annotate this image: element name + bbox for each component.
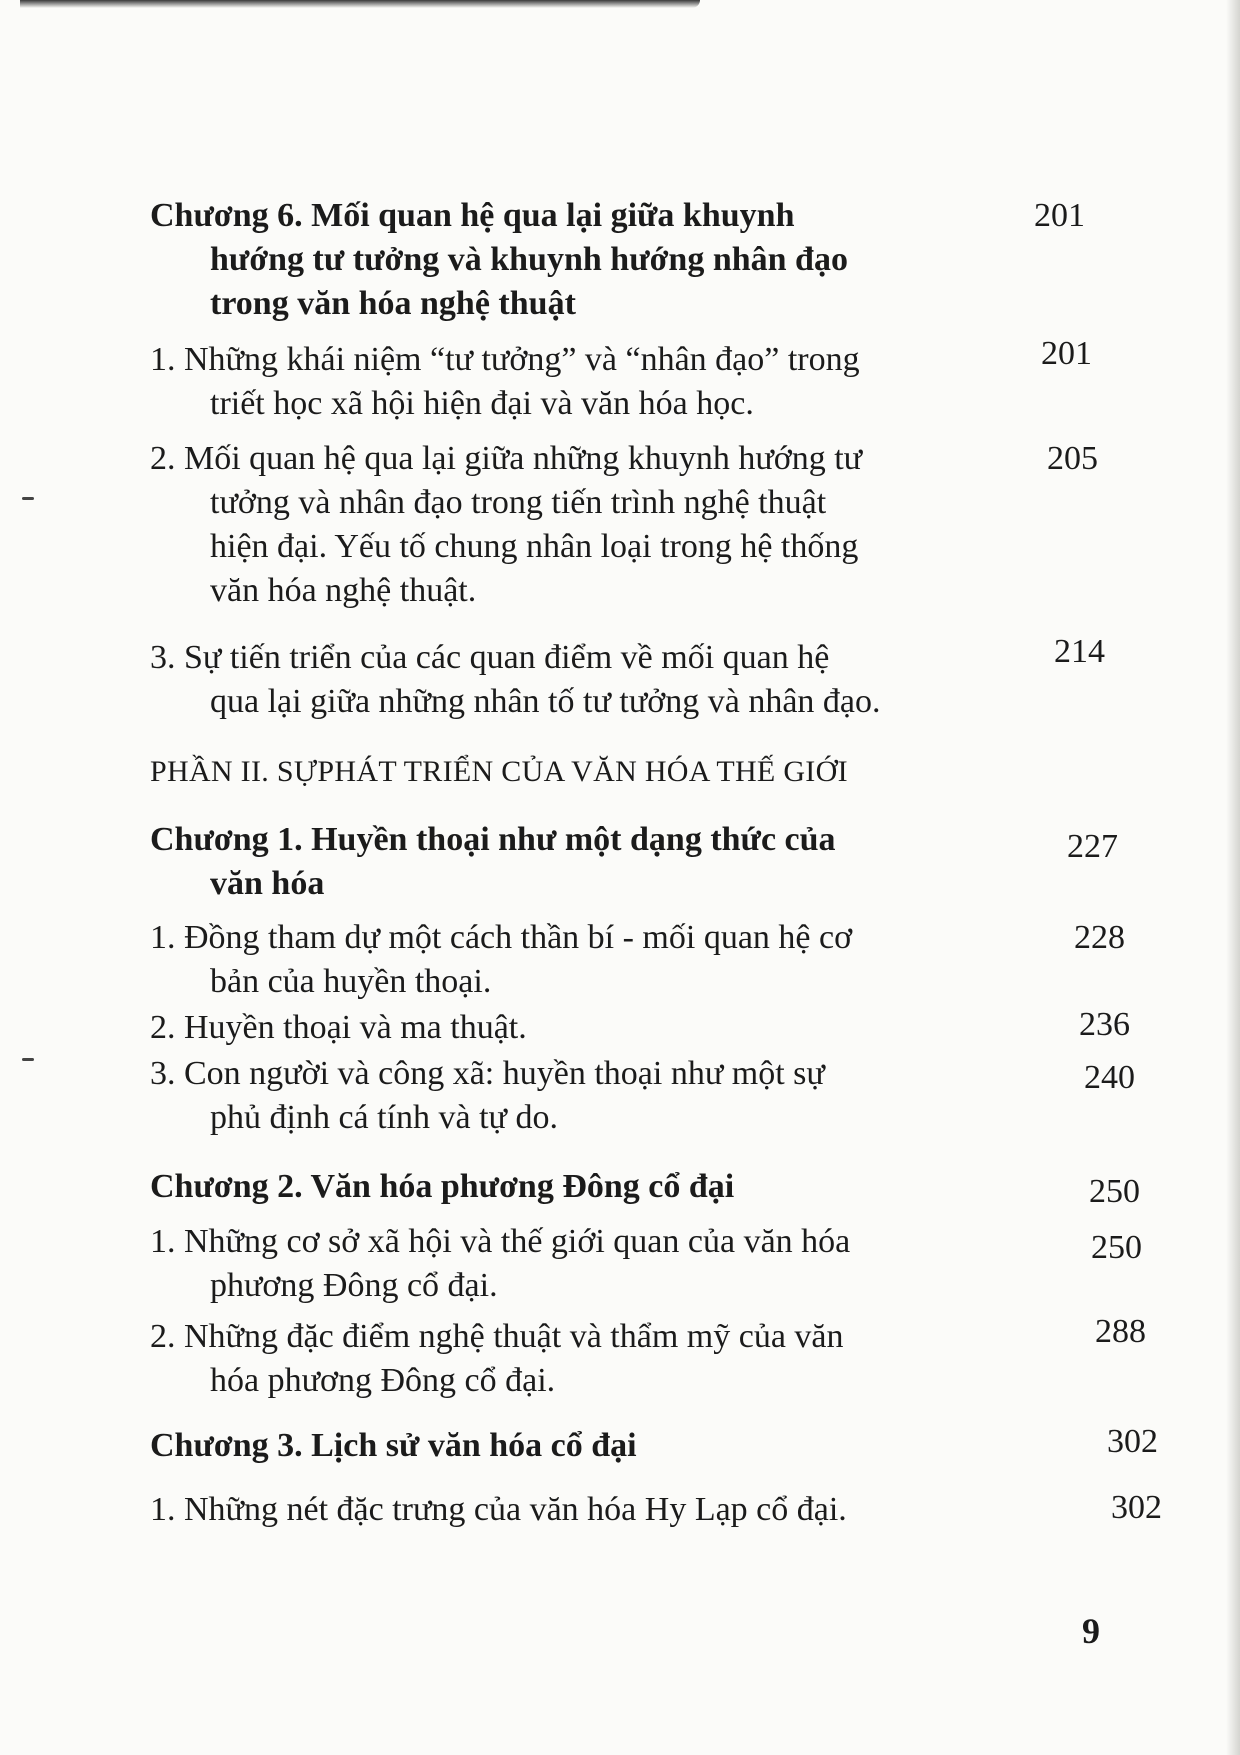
toc-page-number: 227 bbox=[1067, 828, 1118, 865]
toc-entry-section[interactable] bbox=[150, 1220, 850, 1308]
toc-entry-section[interactable] bbox=[150, 916, 852, 1004]
toc-page-number: 201 bbox=[1034, 197, 1085, 234]
toc-entry-line: phủ định cá tính và tự do. bbox=[210, 1099, 558, 1136]
toc-entry-line: Chương 1. Huyền thoại như một dạng thức của bbox=[150, 821, 836, 858]
page-right-shadow bbox=[1226, 0, 1240, 1755]
toc-entry-section[interactable] bbox=[150, 1052, 825, 1140]
toc-entry-line: 2. Huyền thoại và ma thuật. bbox=[150, 1009, 527, 1046]
toc-page-number: 228 bbox=[1074, 919, 1125, 956]
toc-entry-section[interactable] bbox=[150, 437, 862, 613]
toc-page-number: 250 bbox=[1091, 1229, 1142, 1266]
toc-page-number: 302 bbox=[1111, 1489, 1162, 1526]
toc-entry-section[interactable] bbox=[150, 1006, 527, 1050]
toc-entry-line: triết học xã hội hiện đại và văn hóa học. bbox=[210, 385, 754, 422]
toc-page-number: 205 bbox=[1047, 440, 1098, 477]
stray-mark bbox=[22, 1058, 34, 1061]
toc-entry-line: Chương 2. Văn hóa phương Đông cổ đại bbox=[150, 1168, 735, 1205]
toc-entry-section[interactable] bbox=[150, 636, 881, 724]
toc-entry-line: văn hóa nghệ thuật. bbox=[210, 572, 477, 609]
toc-entry-line: 1. Những nét đặc trưng của văn hóa Hy Lạp cổ đại. bbox=[150, 1491, 847, 1528]
toc-page-number: 201 bbox=[1041, 335, 1092, 372]
toc-entry-line: qua lại giữa những nhân tố tư tưởng và nhân đạo. bbox=[210, 683, 881, 720]
toc-page-number: 240 bbox=[1084, 1059, 1135, 1096]
toc-entry-line: trong văn hóa nghệ thuật bbox=[210, 285, 576, 322]
part-heading[interactable]: PHẦN II. SỰPHÁT TRIỂN CỦA VĂN HÓA THẾ GIỚI bbox=[150, 755, 848, 788]
toc-page-number: 250 bbox=[1089, 1173, 1140, 1210]
toc-entry-line: 3. Sự tiến triển của các quan điểm về mối quan hệ bbox=[150, 639, 830, 676]
page-top-shadow bbox=[20, 0, 700, 8]
page-folio-number: 9 bbox=[1082, 1611, 1100, 1651]
toc-entry-section[interactable] bbox=[150, 338, 860, 426]
stray-mark bbox=[22, 497, 34, 500]
toc-page-number: 214 bbox=[1054, 633, 1105, 670]
toc-entry-chapter-2[interactable] bbox=[150, 1165, 734, 1209]
toc-entry-line: Chương 6. Mối quan hệ qua lại giữa khuynh bbox=[150, 197, 795, 234]
toc-entry-line: phương Đông cổ đại. bbox=[210, 1267, 498, 1304]
toc-entry-line: hóa phương Đông cổ đại. bbox=[210, 1362, 556, 1399]
toc-entry-line: 1. Đồng tham dự một cách thần bí - mối quan hệ cơ bbox=[150, 919, 853, 956]
toc-entry-line: văn hóa bbox=[210, 865, 325, 902]
toc-entry-chapter-1[interactable] bbox=[150, 818, 836, 906]
toc-entry-section[interactable] bbox=[150, 1315, 844, 1403]
toc-entry-line: Chương 3. Lịch sử văn hóa cổ đại bbox=[150, 1427, 637, 1464]
toc-entry-line: tưởng và nhân đạo trong tiến trình nghệ thuật bbox=[210, 484, 827, 521]
toc-entry-line: bản của huyền thoại. bbox=[210, 963, 492, 1000]
toc-entry-line: 1. Những cơ sở xã hội và thế giới quan của văn hóa bbox=[150, 1223, 851, 1260]
toc-entry-line: 2. Những đặc điểm nghệ thuật và thẩm mỹ của văn bbox=[150, 1318, 844, 1355]
toc-entry-chapter-3[interactable] bbox=[150, 1424, 637, 1468]
toc-page-number: 236 bbox=[1079, 1006, 1130, 1043]
toc-entry-line: hướng tư tưởng và khuynh hướng nhân đạo bbox=[210, 241, 848, 278]
toc-entry-line: 1. Những khái niệm “tư tưởng” và “nhân đạo” trong bbox=[150, 341, 860, 378]
toc-entry-section[interactable] bbox=[150, 1488, 847, 1532]
toc-page-number: 288 bbox=[1095, 1313, 1146, 1350]
toc-entry-line: 2. Mối quan hệ qua lại giữa những khuynh hướng tư bbox=[150, 440, 863, 477]
toc-page-number: 302 bbox=[1107, 1423, 1158, 1460]
toc-entry-line: hiện đại. Yếu tố chung nhân loại trong hệ thống bbox=[210, 528, 859, 565]
toc-entry-line: 3. Con người và công xã: huyền thoại như một sự bbox=[150, 1055, 825, 1092]
toc-entry-chapter-6[interactable] bbox=[150, 194, 848, 326]
